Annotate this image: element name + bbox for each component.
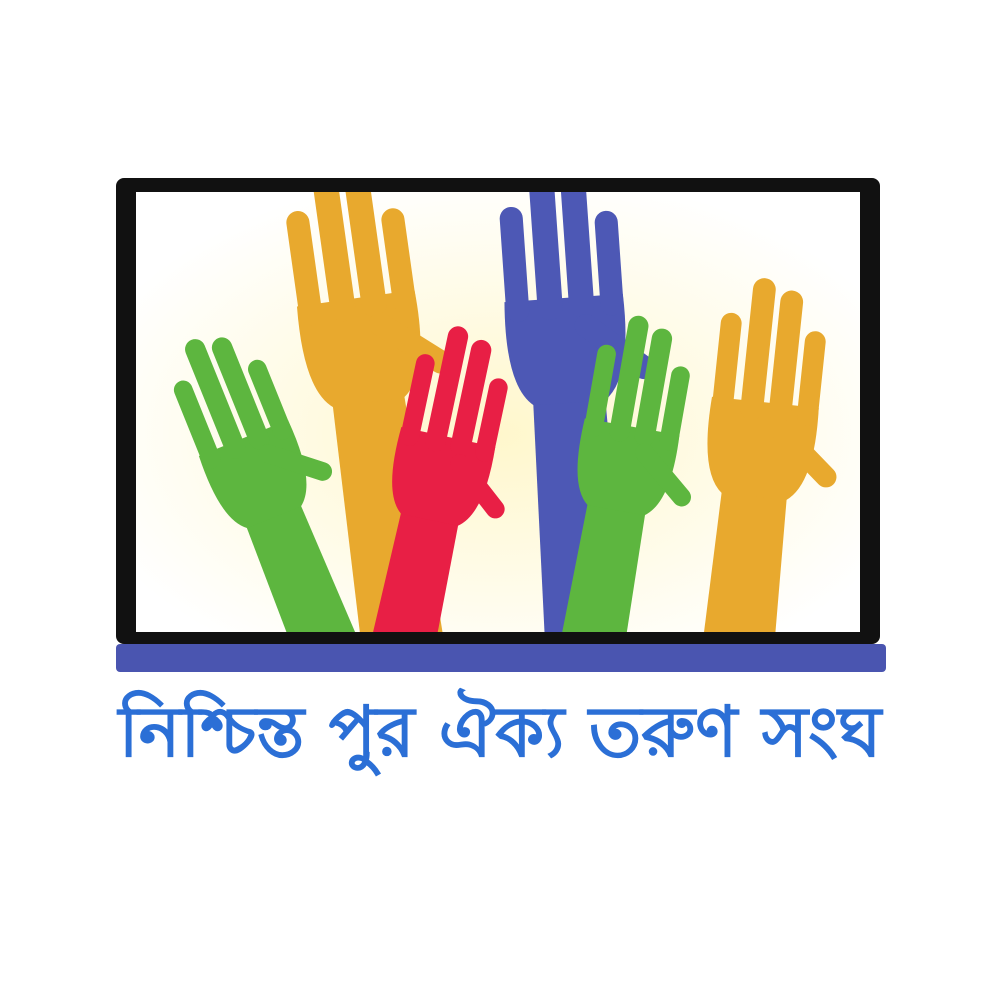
- laptop-base: [116, 644, 886, 672]
- organization-name: নিশ্চিন্ত পুর ঐক্য তরুণ সংঘ: [118, 691, 882, 773]
